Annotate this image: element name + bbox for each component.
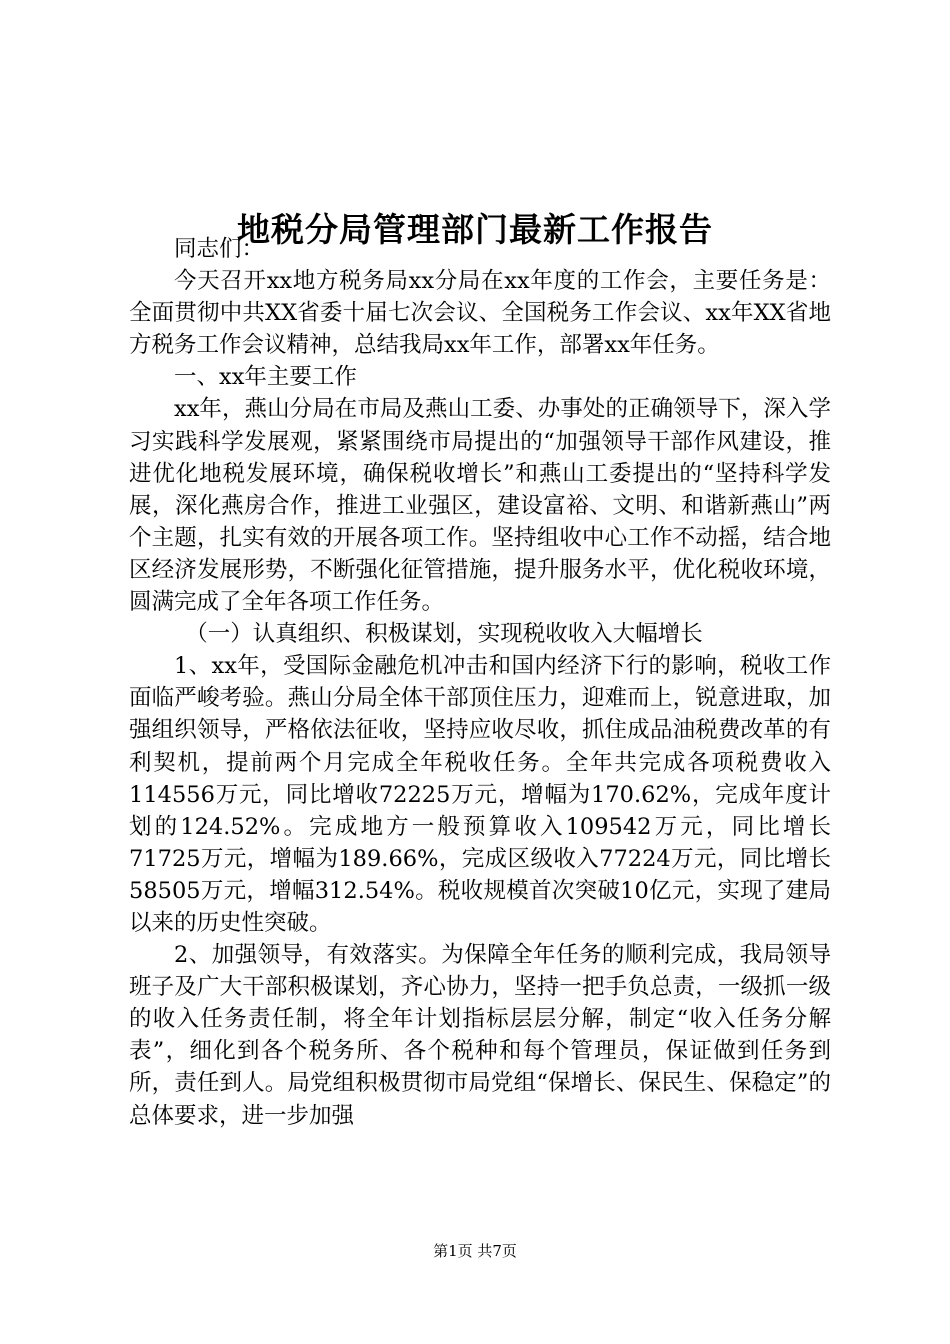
- document-title: 地税分局管理部门最新工作报告: [237, 210, 713, 250]
- revenue-paragraph: 1、xx年，受国际金融危机冲击和国内经济下行的影响，税收工作面临严峻考验。燕山分局全体干部顶住压力，迎难而上，锐意进取，加强组织领导，严格依法征收，坚持应收尽收，抓住成品油税费改革的有利契机，提前两个月完成全年税收任务。全年共完成各项税费收入114556万元，同比增收72225万元，增幅为170.62%，完成年度计划的124.52%。完成地方一般预算收入109542万元，同比增长71725万元，增幅为189.66%，完成区级收入77224万元，同比增长58505万元，增幅312.54%。税收规模首次突破10亿元，实现了建局以来的历史性突破。: [129, 653, 831, 936]
- page-number-footer: 第1页 共7页: [433, 1242, 517, 1260]
- section-heading: 一、xx年主要工作: [174, 364, 357, 391]
- leadership-paragraph: 2、加强领导，有效落实。为保障全年任务的顺利完成，我局领导班子及广大干部积极谋划，齐心协力，坚持一把手负总责，一级抓一级的收入任务责任制，将全年计划指标层层分解，制定“收入任务分解表”，细化到各个税务所、各个税种和每个管理员，保证做到任务到所，责任到人。局党组积极贯彻市局党组“保增长、保民生、保稳定”的总体要求，进一步加强: [129, 942, 831, 1129]
- document-body: [129, 233, 831, 1132]
- subsection-heading: （一）认真组织、积极谋划，实现税收收入大幅增长: [185, 621, 703, 648]
- summary-paragraph: xx年，燕山分局在市局及燕山工委、办事处的正确领导下，深入学习实践科学发展观，紧紧围绕市局提出的“加强领导干部作风建设，推进优化地税发展环境，确保税收增长”和燕山工委提出的“坚持科学发展，深化燕房合作，推进工业强区，建设富裕、文明、和谐新燕山”两个主题，扎实有效的开展各项工作。坚持组收中心工作不动摇，结合地区经济发展形势，不断强化征管措施，提升服务水平，优化税收环境，圆满完成了全年各项工作任务。: [129, 396, 831, 616]
- salutation-paragraph: 同志们：: [174, 236, 265, 262]
- intro-paragraph: 今天召开xx地方税务局xx分局在xx年度的工作会，主要任务是：全面贯彻中共XX省委十届七次会议、全国税务工作会议、xx年XX省地方税务工作会议精神，总结我局xx年工作，部署xx年任务。: [129, 268, 831, 359]
